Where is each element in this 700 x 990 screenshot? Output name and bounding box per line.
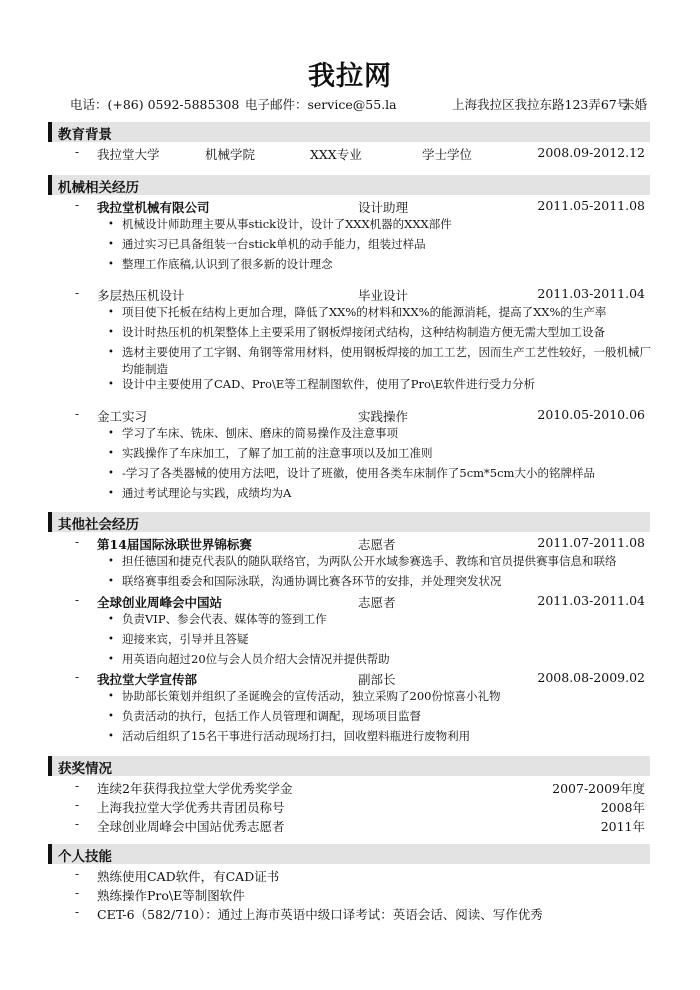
entry-bullet: 用英语向超过20位与会人员介绍大会情况并提供帮助 — [122, 652, 390, 666]
entry-bullet: 学习了车床、铣床、刨床、磨床的简易操作及注意事项 — [122, 426, 398, 440]
section-title: 个人技能 — [58, 849, 112, 865]
entry-bullet: 设计时热压机的机架整体上主要采用了钢板焊接闭式结构，这种结构制造方便无需大型加工设备 — [122, 325, 605, 339]
entry-bullet: 通过考试理论与实践，成绩均为A — [122, 486, 292, 500]
bullet-dot: • — [108, 448, 114, 459]
education-date: 2008.09-2012.12 — [537, 145, 645, 160]
dash-bullet: - — [75, 535, 80, 549]
skill-item: 熟练操作Pro\E等制图软件 — [97, 888, 245, 903]
entry-bullet: 设计中主要使用了CAD、Pro\E等工程制图软件，使用了Pro\E软件进行受力分析 — [122, 377, 536, 391]
entry-role: 毕业设计 — [358, 288, 409, 303]
entry-bullet: 选材主要使用了工字钢、角钢等常用材料，使用钢板焊接的加工工艺，因而生产工艺性较好，一般机械厂均能制造 — [122, 345, 651, 376]
entry-date: 2010.05-2010.06 — [537, 407, 645, 422]
entry-date: 2011.05-2011.08 — [537, 198, 645, 213]
entry-date: 2011.03-2011.04 — [537, 286, 645, 301]
dash-bullet: - — [75, 407, 80, 421]
school-name: 我拉堂大学 — [97, 147, 160, 162]
entry-bullet: 活动后组织了15名干事进行活动现场打扫，回收塑料瓶进行废物利用 — [122, 729, 471, 743]
bullet-dot: • — [108, 379, 114, 390]
skill-item: 熟练使用CAD软件，有CAD证书 — [97, 869, 280, 884]
section-title: 获奖情况 — [58, 761, 112, 777]
dash-bullet: - — [75, 593, 80, 607]
entry-role: 副部长 — [358, 672, 396, 687]
college-name: 机械学院 — [205, 147, 256, 162]
dash-bullet: - — [75, 798, 80, 812]
address-text: 上海我拉区我拉东路123弄67号 — [452, 97, 630, 112]
entry-org: 我拉堂大学宣传部 — [97, 672, 198, 687]
section-title: 其他社会经历 — [58, 517, 139, 533]
entry-org: 第14届国际泳联世界锦标赛 — [97, 537, 252, 552]
dash-bullet: - — [75, 886, 80, 900]
section-mechanical — [48, 175, 650, 195]
bullet-dot: • — [108, 307, 114, 318]
entry-bullet: 联络赛事组委会和国际泳联，沟通协调比赛各环节的安排，并处理突发状况 — [122, 574, 502, 588]
bullet-dot: • — [108, 691, 114, 702]
marital-status: 未婚 — [622, 97, 648, 112]
dash-bullet: - — [75, 867, 80, 881]
entry-bullet: 整理工作底稿,认识到了很多新的设计理念 — [122, 257, 333, 271]
entry-date: 2008.08-2009.02 — [537, 670, 645, 685]
degree-name: 学士学位 — [422, 147, 473, 162]
email-text: 电子邮件：service@55.la — [245, 97, 397, 112]
entry-bullet: -学习了各类器械的使用方法吧，设计了班徽，使用各类车床制作了5cm*5cm大小的铭牌样品 — [122, 466, 595, 480]
dash-bullet: - — [75, 286, 80, 300]
major-name: XXX专业 — [310, 147, 362, 162]
award-text: 连续2年获得我拉堂大学优秀奖学金 — [97, 781, 293, 796]
bullet-dot: • — [108, 239, 114, 250]
skill-item: CET-6（582/710）：通过上海市英语中级口译考试：英语会话、阅读、写作优秀 — [97, 907, 543, 922]
award-text: 全球创业周峰会中国站优秀志愿者 — [97, 819, 285, 834]
bullet-dot: • — [108, 468, 114, 479]
award-date: 2011年 — [600, 819, 645, 834]
dash-bullet: - — [75, 670, 80, 684]
dash-bullet: - — [75, 145, 80, 159]
bullet-dot: • — [108, 347, 114, 358]
dash-bullet: - — [75, 905, 80, 919]
section-social — [48, 512, 650, 532]
resume-name: 我拉网 — [308, 61, 392, 92]
dash-bullet: - — [75, 779, 80, 793]
award-text: 上海我拉堂大学优秀共青团员称号 — [97, 800, 285, 815]
bullet-dot: • — [108, 614, 114, 625]
entry-org: 我拉堂机械有限公司 — [97, 200, 210, 215]
entry-date: 2011.07-2011.08 — [537, 535, 645, 550]
bullet-dot: • — [108, 428, 114, 439]
section-skills — [48, 844, 650, 864]
bullet-dot: • — [108, 556, 114, 567]
entry-bullet: 实践操作了车床加工，了解了加工前的注意事项以及加工准则 — [122, 446, 433, 460]
bullet-dot: • — [108, 219, 114, 230]
bullet-dot: • — [108, 576, 114, 587]
entry-org: 全球创业周峰会中国站 — [97, 595, 223, 610]
entry-role: 志愿者 — [358, 595, 396, 610]
entry-role: 志愿者 — [358, 537, 396, 552]
entry-bullet: 迎接来宾，引导并且答疑 — [122, 632, 249, 646]
entry-org: 金工实习 — [97, 409, 148, 424]
dash-bullet: - — [75, 198, 80, 212]
section-awards — [48, 756, 650, 776]
entry-bullet: 通过实习已具备组装一台stick单机的动手能力，组装过样品 — [122, 237, 426, 251]
bullet-dot: • — [108, 488, 114, 499]
award-date: 2007-2009年度 — [552, 781, 645, 796]
dash-bullet: - — [75, 817, 80, 831]
entry-org: 多层热压机设计 — [97, 288, 185, 303]
section-education — [48, 122, 650, 142]
section-title: 教育背景 — [58, 127, 112, 143]
bullet-dot: • — [108, 259, 114, 270]
entry-date: 2011.03-2011.04 — [537, 593, 645, 608]
entry-bullet: 协助部长策划并组织了圣诞晚会的宣传活动，独立采购了200份惊喜小礼物 — [122, 689, 501, 703]
entry-bullet: 项目使下托板在结构上更加合理，降低了XX%的材料和XX%的能源消耗，提高了XX%的生产率 — [122, 305, 607, 319]
entry-bullet: 负责活动的执行，包括工作人员管理和调配，现场项目监督 — [122, 709, 421, 723]
bullet-dot: • — [108, 634, 114, 645]
entry-bullet: 负责VIP、参会代表、媒体等的签到工作 — [122, 612, 327, 626]
entry-role: 实践操作 — [358, 409, 409, 424]
entry-role: 设计助理 — [358, 200, 409, 215]
bullet-dot: • — [108, 711, 114, 722]
bullet-dot: • — [108, 654, 114, 665]
section-title: 机械相关经历 — [58, 180, 139, 196]
entry-bullet: 担任德国和捷克代表队的随队联络官，为两队公开水域参赛选手、教练和官员提供赛事信息和联络 — [122, 554, 617, 568]
bullet-dot: • — [108, 731, 114, 742]
bullet-dot: • — [108, 327, 114, 338]
entry-bullet: 机械设计师助理主要从事stick设计，设计了XXX机器的XXX部件 — [122, 217, 452, 231]
phone-text: 电话：(+86) 0592-5885308 — [70, 97, 240, 112]
award-date: 2008年 — [600, 800, 645, 815]
